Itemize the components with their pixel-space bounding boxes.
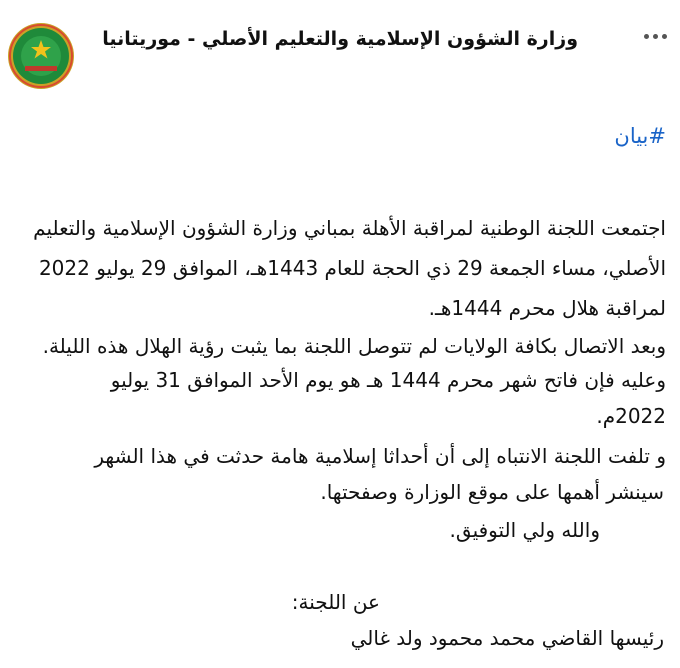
post-header (0, 0, 680, 90)
post-text-line: لمراقبة هلال محرم 1444هـ. (428, 296, 666, 320)
post-text-line: وعليه فإن فاتح شهر محرم 1444 هـ هو يوم الأحد الموافق 31 يوليو (110, 368, 666, 392)
more-dot (644, 34, 649, 39)
page-name-link[interactable]: وزارة الشؤون الإسلامية والتعليم الأصلي - موريتانيا (102, 28, 578, 50)
signature-label: عن اللجنة: (291, 590, 380, 614)
ministry-emblem-icon[interactable] (7, 22, 75, 90)
hashtag-link[interactable]: #بيان (614, 124, 666, 148)
more-options-button[interactable] (640, 26, 670, 46)
post-text-line: الأصلي، مساء الجمعة 29 ذي الحجة للعام 1443هـ، الموافق 29 يوليو 2022 (38, 256, 666, 280)
post-text-line: 2022م. (596, 404, 666, 428)
post-text-line: و تلفت اللجنة الانتباه إلى أن أحداثا إسلامية هامة حدثت في هذا الشهر (94, 444, 666, 468)
post-text-line: وبعد الاتصال بكافة الولايات لم تتوصل اللجنة بما يثبت رؤية الهلال هذه الليلة. (42, 334, 666, 358)
more-dot (653, 34, 658, 39)
post-text-line: اجتمعت اللجنة الوطنية لمراقبة الأهلة بمباني وزارة الشؤون الإسلامية والتعليم (33, 216, 666, 240)
signature-name: رئيسها القاضي محمد محمود ولد غالي (350, 626, 664, 650)
post-text-line: والله ولي التوفيق. (449, 518, 600, 542)
more-dot (662, 34, 667, 39)
post-text-line: سينشر أهمها على موقع الوزارة وصفحتها. (320, 480, 664, 504)
